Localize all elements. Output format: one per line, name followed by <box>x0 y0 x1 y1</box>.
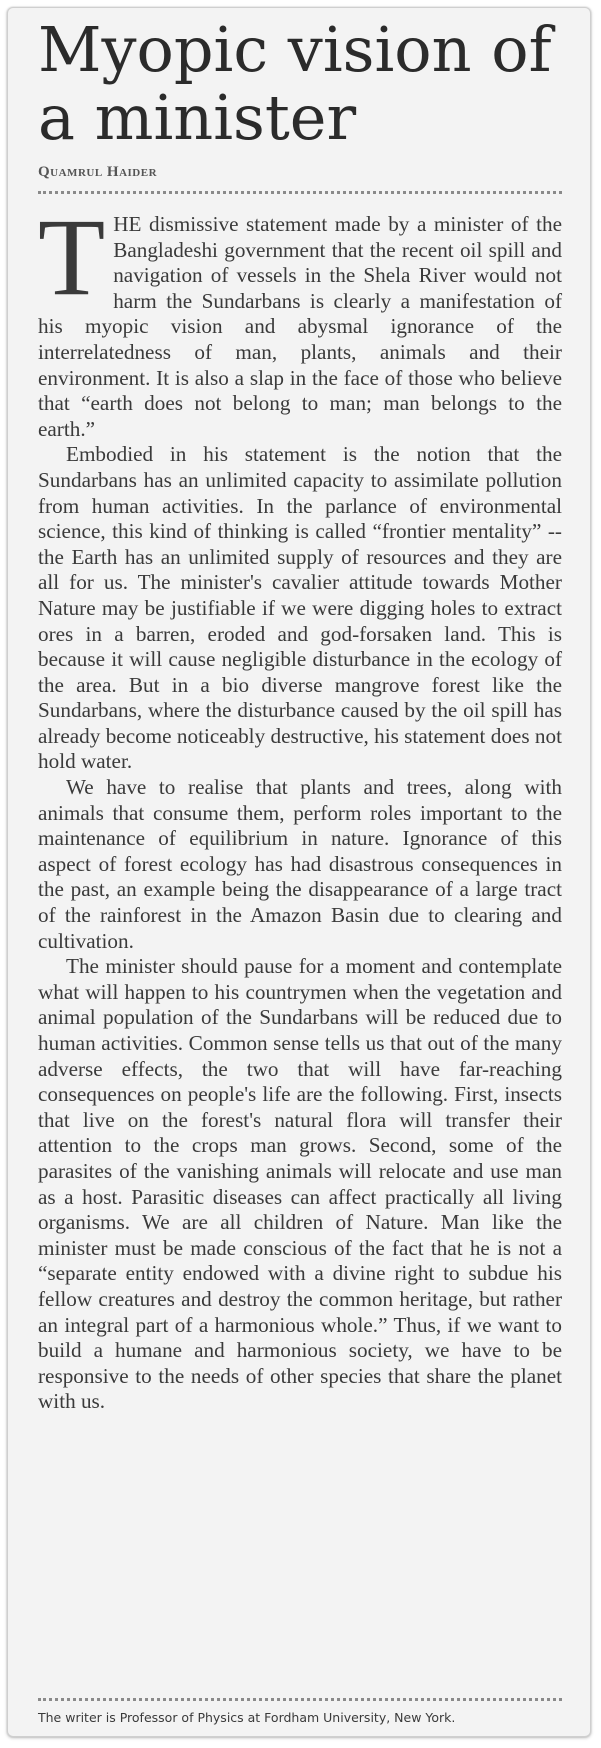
headline: Myopic vision of a minister <box>38 13 552 154</box>
bottom-dotted-divider <box>38 1698 562 1701</box>
article-column <box>38 13 562 1415</box>
top-dotted-divider <box>38 191 562 194</box>
paragraph-3: We have to realise that plants and trees, along with animals that consume them, perform roles important to the maintenance of equilibrium in nature. Ignorance of this aspect of forest ecology has had disastrous consequences in the past, an example being the disappearance of a large tract of the rainforest in the Amazon Basin due to clearing and cultivation. <box>38 775 562 953</box>
paragraph-1 <box>38 196 562 442</box>
paragraph-1-text: HE dismissive statement made by a minister of the Bangladeshi government that the recent oil spill and navigation of vessels in the Shela River would not harm the Sundarbans is clearly a manifestation of his myopic vision and abysmal ignorance of the interrelatedness of man, plants, animals and their environment. It is also a slap in the face of those who believe that “earth does not belong to man; man belongs to the earth.” <box>38 212 562 441</box>
byline: Quamrul Haider <box>38 164 158 180</box>
paragraph-4: The minister should pause for a moment and contemplate what will happen to his countrymen when the vegetation and animal population of the Sundarbans will be reduced due to human activities. Common sense tells us that out of the many adverse effects, the two that will have far-reaching consequences on people's life are the following. First, insects that live on the forest's natural flora will transfer their attention to the crops man grows. Second, some of the parasites of the vanishing animals will relocate and use man as a host. Parasitic diseases can affect practically all living organisms. We are all children of Nature. Man like the minister must be made conscious of the fact that he is not a “separate entity endowed with a divine right to subdue his fellow creatures and destroy the common heritage, but rather an integral part of a harmonious whole.” Thus, if we want to build a humane and harmonious society, we have to be responsive to the needs of other species that share the planet with us. <box>38 954 562 1414</box>
article-body <box>38 196 562 1415</box>
paragraph-2: Embodied in his statement is the notion that the Sundarbans has an unlimited capacity to assimilate pollution from human activities. In the parlance of environmental science, this kind of thinking is called “frontier mentality” -- the Earth has an unlimited supply of resources and they are all for us. The minister's cavalier attitude towards Mother Nature may be justifiable if we were digging holes to extract ores in a barren, eroded and god-forsaken land. This is because it will cause negligible disturbance in the ecology of the area. But in a bio diverse mangrove forest like the Sundarbans, where the disturbance caused by the oil spill has already become noticeably destructive, his statement does not hold water. <box>38 442 562 774</box>
article-card <box>7 7 591 1737</box>
drop-cap: T <box>38 196 106 318</box>
author-note: The writer is Professor of Physics at Fordham University, New York. <box>38 1710 456 1725</box>
